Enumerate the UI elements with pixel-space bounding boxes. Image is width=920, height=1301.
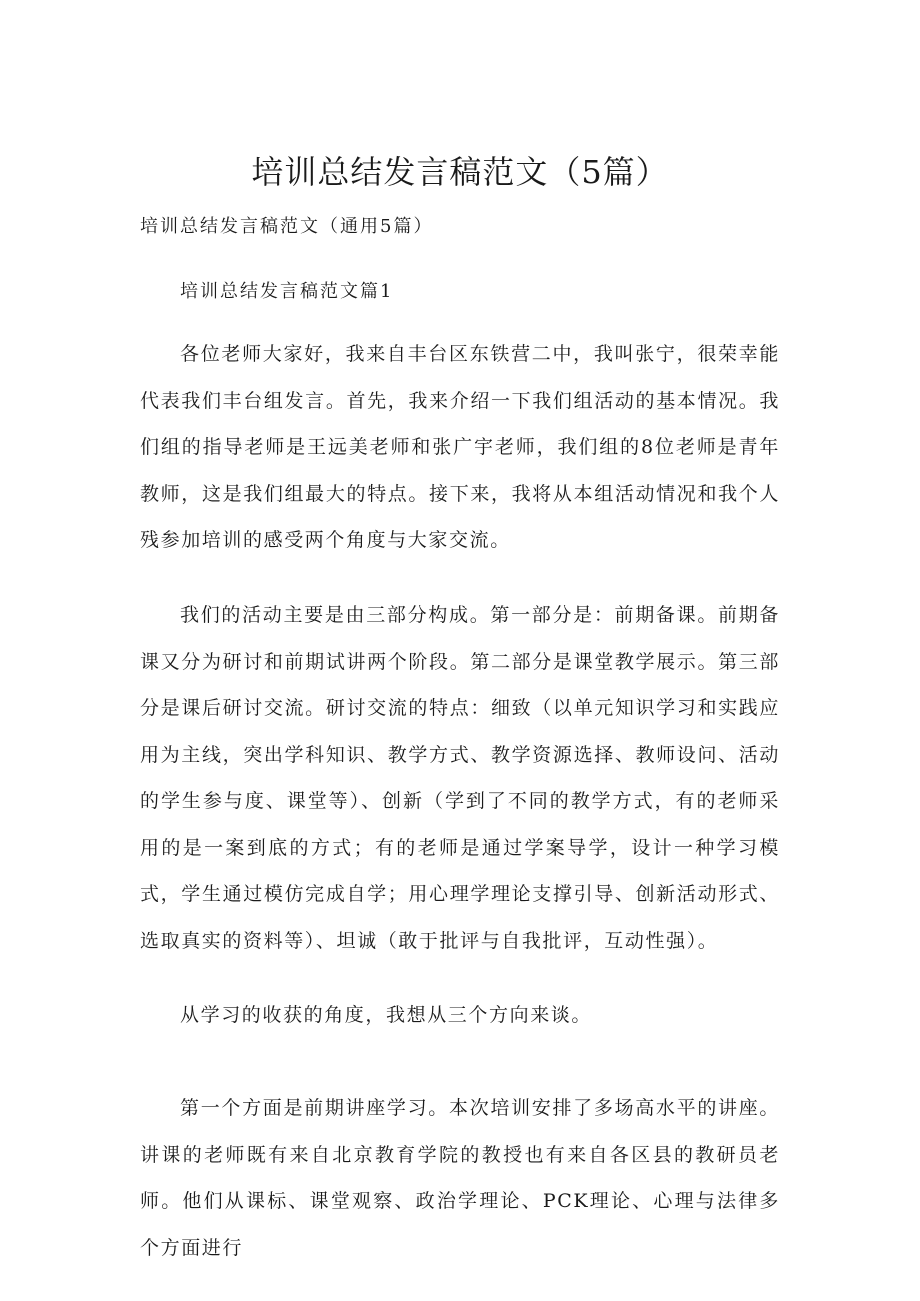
section-heading: 培训总结发言稿范文篇1 — [180, 281, 394, 302]
document-subtitle: 培训总结发言稿范文（通用5篇） — [140, 216, 434, 237]
paragraph-1: 各位老师大家好，我来自丰台区东铁营二中，我叫张宁，很荣幸能代表我们丰台组发言。首先，我来介绍一下我们组活动的基本情况。我们组的指导老师是王远美老师和张广宇老师，我们组的8位老师是青年教师，这是我们组最大的特点。接下来，我将从本组活动情况和我个人残参加培训的感受两个角度与大家交流。 — [140, 343, 780, 551]
paragraph-4: 第一个方面是前期讲座学习。本次培训安排了多场高水平的讲座。讲课的老师既有来自北京教育学院的教授也有来自各区县的教研员老师。他们从课标、课堂观察、政治学理论、PCK理论、心理与法律多个方面进行 — [140, 1097, 780, 1259]
paragraph-2: 我们的活动主要是由三部分构成。第一部分是：前期备课。前期备课又分为研讨和前期试讲两个阶段。第二部分是课堂教学展示。第三部分是课后研讨交流。研讨交流的特点：细致（以单元知识学习和实践应用为主线，突出学科知识、教学方式、教学资源选择、教师设问、活动的学生参与度、课堂等）、创新（学到了不同的教学方式，有的老师采用的是一案到底的方式；有的老师是通过学案导学，设计一种学习模式，学生通过模仿完成自学；用心理学理论支撑引导、创新活动形式、选取真实的资料等）、坦诚（敢于批评与自我批评，互动性强）。 — [140, 604, 780, 952]
document-title: 培训总结发言稿范文（5篇） — [251, 153, 669, 191]
paragraph-3: 从学习的收获的角度，我想从三个方向来谈。 — [180, 1004, 593, 1026]
